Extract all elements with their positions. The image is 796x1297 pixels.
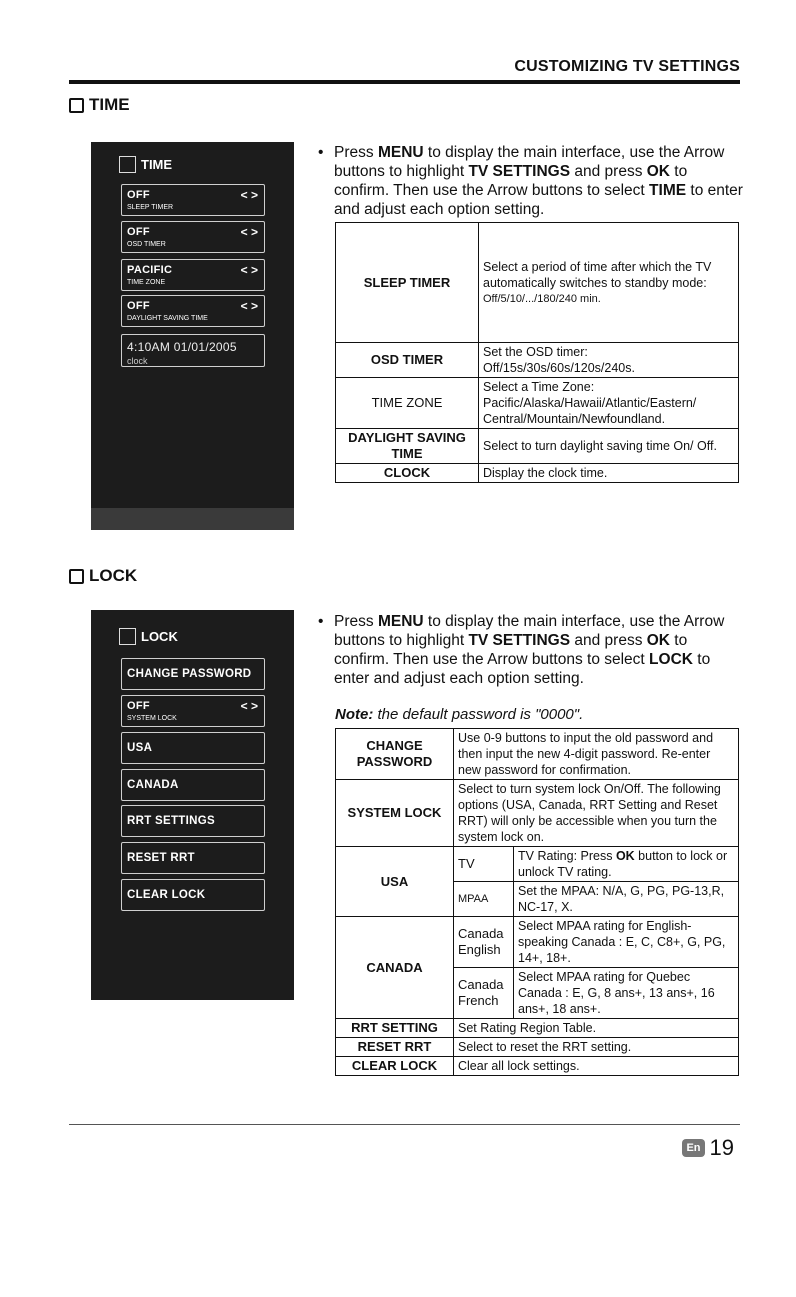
row-label-usa: USA [336, 847, 454, 917]
table-row [336, 429, 739, 464]
time-settings-table [335, 222, 739, 483]
lock-menu-title [119, 628, 178, 645]
menu-box-icon [119, 156, 136, 173]
square-bullet-icon [69, 569, 84, 584]
table-row [336, 223, 739, 343]
row-desc-usa-mpaa: Set the MPAA: N/A, G, PG, PG-13,R, NC-17, X. [514, 882, 739, 917]
table-row [336, 729, 739, 780]
menu-item-system-lock[interactable] [121, 695, 265, 727]
table-row [336, 847, 739, 882]
left-right-arrows-icon[interactable]: < > [240, 299, 258, 313]
row-label-change-password: CHANGE PASSWORD [336, 729, 454, 780]
menu-item-change-password[interactable] [121, 658, 265, 690]
row-label-reset-rrt: RESET RRT [336, 1038, 454, 1057]
menu-item-sleep-timer[interactable] [121, 184, 265, 216]
page-number [682, 1135, 734, 1161]
menu-item-clear-lock[interactable] [121, 879, 265, 911]
system-lock-value: OFF [127, 700, 150, 712]
table-row [336, 1038, 739, 1057]
daylight-saving-label: DAYLIGHT SAVING TIME [127, 315, 208, 322]
row-desc-clock: Display the clock time. [479, 464, 739, 483]
time-heading-text: TIME [89, 95, 130, 114]
row-label-time-zone: TIME ZONE [336, 378, 479, 429]
row-label-clock: CLOCK [336, 464, 479, 483]
default-password-note: Note: the default password is "0000". [335, 706, 584, 723]
left-right-arrows-icon[interactable]: < > [240, 225, 258, 239]
osd-timer-value: OFF [127, 226, 150, 238]
table-row [336, 464, 739, 483]
row-label-canada: CANADA [336, 917, 454, 1019]
clock-label: clock [127, 356, 148, 366]
time-zone-value: PACIFIC [127, 264, 173, 276]
left-right-arrows-icon[interactable]: < > [240, 263, 258, 277]
time-menu-title-text: TIME [141, 157, 173, 172]
left-right-arrows-icon[interactable]: < > [240, 699, 258, 713]
menu-item-time-zone[interactable] [121, 259, 265, 291]
time-instruction: • Press MENU to display the main interface, use the Arrow buttons to highlight TV SETTINGS and press OK to confirm. Then use the Arrow buttons to select TIME to enter and adjust each option setting. [318, 144, 743, 218]
menu-item-clock[interactable] [121, 334, 265, 367]
menu-item-canada[interactable] [121, 769, 265, 801]
lock-instruction: • Press MENU to display the main interface, use the Arrow buttons to highlight TV SETTINGS and press OK to confirm. Then use the Arrow buttons to select LOCK to enter and adjust each option setting. [318, 613, 725, 687]
table-row [336, 378, 739, 429]
lock-section-heading [69, 566, 137, 586]
row-label-sleep-timer: SLEEP TIMER [336, 223, 479, 343]
row-desc-time-zone: Select a Time Zone: Pacific/Alaska/Hawaii/Atlantic/Eastern/ Central/Mountain/Newfoundland. [479, 378, 739, 429]
row-desc-clear-lock: Clear all lock settings. [454, 1057, 739, 1076]
osd-timer-label: OSD TIMER [127, 241, 166, 248]
row-desc-sleep-timer: Select a period of time after which the TV automatically switches to standby mode: Off/5/10/.../180/240 min. [479, 223, 739, 343]
page-number-text: 19 [709, 1135, 734, 1160]
canada-label: CANADA [127, 779, 179, 791]
row-desc-usa-tv: TV Rating: Press OK button to lock or unlock TV rating. [514, 847, 739, 882]
lock-heading-text: LOCK [89, 566, 138, 585]
row-desc-daylight-saving: Select to turn daylight saving time On/ Off. [479, 429, 739, 464]
left-right-arrows-icon[interactable]: < > [240, 188, 258, 202]
bullet-dot-icon: • [318, 613, 324, 630]
table-row [336, 1019, 739, 1038]
language-badge-icon: En [682, 1139, 704, 1157]
lock-menu-panel [91, 610, 294, 1000]
sleep-timer-label: SLEEP TIMER [127, 204, 174, 211]
time-section-heading [69, 95, 130, 115]
sub-label-canada-french: Canada French [454, 968, 514, 1019]
row-desc-canada-french: Select MPAA rating for Quebec Canada : E, G, 8 ans+, 13 ans+, 16 ans+, 18 ans+. [514, 968, 739, 1019]
change-password-label: CHANGE PASSWORD [127, 668, 252, 680]
bullet-dot-icon: • [318, 144, 324, 161]
system-lock-label: SYSTEM LOCK [127, 715, 177, 722]
row-label-daylight-saving: DAYLIGHT SAVING TIME [336, 429, 479, 464]
time-zone-label: TIME ZONE [127, 279, 166, 286]
menu-item-rrt-settings[interactable] [121, 805, 265, 837]
usa-label: USA [127, 742, 153, 754]
sleep-timer-value: OFF [127, 189, 150, 201]
daylight-saving-value: OFF [127, 300, 150, 312]
table-row [336, 917, 739, 968]
row-desc-rrt-setting: Set Rating Region Table. [454, 1019, 739, 1038]
menu-footer-bar [91, 508, 294, 530]
clock-value: 4:10AM 01/01/2005 [127, 340, 237, 354]
row-label-osd-timer: OSD TIMER [336, 343, 479, 378]
menu-item-daylight-saving[interactable] [121, 295, 265, 327]
lock-menu-title-text: LOCK [141, 629, 178, 644]
footer-divider [69, 1124, 740, 1125]
row-desc-change-password: Use 0-9 buttons to input the old password and then input the new 4-digit password. Re-enter new password for confirmation. [454, 729, 739, 780]
row-desc-osd-timer: Set the OSD timer: Off/15s/30s/60s/120s/240s. [479, 343, 739, 378]
sub-label-tv: TV [454, 847, 514, 882]
row-label-system-lock: SYSTEM LOCK [336, 780, 454, 847]
row-label-rrt-setting: RRT SETTING [336, 1019, 454, 1038]
clear-lock-label: CLEAR LOCK [127, 889, 206, 901]
menu-item-usa[interactable] [121, 732, 265, 764]
menu-item-osd-timer[interactable] [121, 221, 265, 253]
row-desc-canada-english: Select MPAA rating for English-speaking Canada : E, C, C8+, G, PG, 14+, 18+. [514, 917, 739, 968]
sub-label-canada-english: Canada English [454, 917, 514, 968]
table-row [336, 343, 739, 378]
page-header-title: CUSTOMIZING TV SETTINGS [514, 58, 740, 75]
table-row [336, 780, 739, 847]
header-divider [69, 80, 740, 84]
time-menu-title [119, 156, 172, 173]
row-desc-system-lock: Select to turn system lock On/Off. The following options (USA, Canada, RRT Setting and Reset RRT) will only be accessible when you turn the system lock on. [454, 780, 739, 847]
table-row [336, 1057, 739, 1076]
menu-box-icon [119, 628, 136, 645]
square-bullet-icon [69, 98, 84, 113]
time-menu-panel [91, 142, 294, 530]
reset-rrt-label: RESET RRT [127, 852, 195, 864]
lock-settings-table [335, 728, 739, 1076]
menu-item-reset-rrt[interactable] [121, 842, 265, 874]
row-label-clear-lock: CLEAR LOCK [336, 1057, 454, 1076]
sub-label-mpaa: MPAA [454, 882, 514, 917]
rrt-settings-label: RRT SETTINGS [127, 815, 215, 827]
row-desc-reset-rrt: Select to reset the RRT setting. [454, 1038, 739, 1057]
